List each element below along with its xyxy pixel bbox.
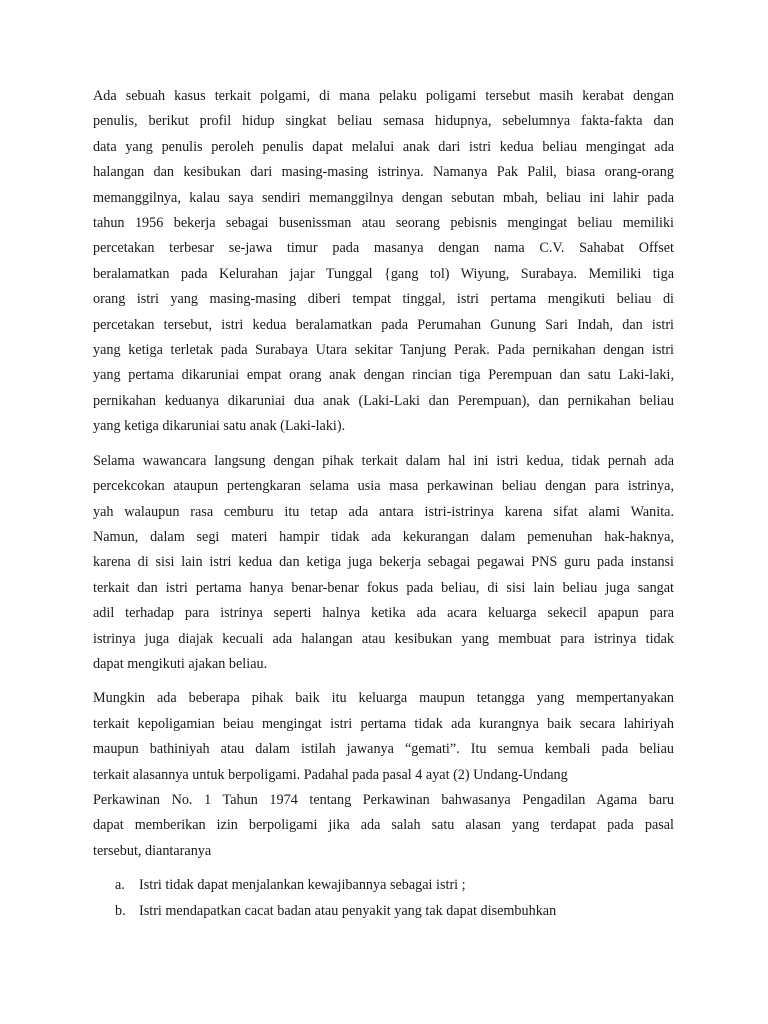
text-line: yang ketiga terletak pada Surabaya Utara sekitar Tanjung Perak. Pada pernikahan dengan istri [93,342,674,359]
requirements-list [93,873,674,924]
text-line: halangan dan kesibukan dari masing-masing istrinya. Namanya Pak Palil, biasa orang-orang [93,164,674,181]
text-line: beralamatkan pada Kelurahan jajar Tunggal {gang tol) Wiyung, Surabaya. Memiliki tiga [93,265,674,282]
text-line: istrinya juga diajak kecuali ada halangan atau kesibukan yang membuat para istrinya tidak [93,630,674,647]
text-line: yang pertama dikaruniai empat orang anak dengan rincian tiga Perempuan dan satu Laki-laki, [93,367,674,384]
text-line: Selama wawancara langsung dengan pihak terkait dalam hal ini istri kedua, tidak pernah ada [93,452,674,469]
text-line: terkait kepoligamian beiau mengingat istri pertama tidak ada kurangnya baik secara lahiriyah [93,715,674,732]
paragraph-3 [93,686,674,864]
text-line: adil terhadap para istrinya seperti halnya ketika ada acara keluarga sekecil apapun para [93,605,674,622]
text-line: percekcokan ataupun pertengkaran selama usia masa perkawinan beliau dengan para istrinya, [93,478,674,495]
text-line: percetakan tersebut, istri kedua beralamatkan pada Perumahan Gunung Sari Indah, dan istri [93,316,674,333]
list-item-text: Istri tidak dapat menjalankan kewajibannya sebagai istri ; [139,877,466,894]
paragraph-2 [93,449,674,678]
list-item [93,899,674,924]
text-line: Perkawinan No. 1 Tahun 1974 tentang Perkawinan bahwasanya Pengadilan Agama baru [93,791,674,808]
list-item-text: Istri mendapatkan cacat badan atau penyakit yang tak dapat disembuhkan [139,902,557,919]
text-line: tersebut, diantaranya [93,842,212,859]
text-line: dapat memberikan izin berpoligami jika ada salah satu alasan yang terdapat pada pasal [93,817,674,834]
text-line: orang istri yang masing-masing diberi tempat tinggal, istri pertama mengikuti beliau di [93,291,674,308]
text-line: pernikahan keduanya dikaruniai dua anak (Laki-Laki dan Perempuan), dan pernikahan beliau [93,392,674,409]
text-line: penulis, berikut profil hidup singkat beliau semasa hidupnya, sebelumnya fakta-fakta dan [93,113,674,130]
text-line: dapat mengikuti ajakan beliau. [93,655,268,672]
text-line: data yang penulis peroleh penulis dapat melalui anak dari istri kedua beliau mengingat ada [93,138,674,155]
text-line: tahun 1956 bekerja sebagai busenissman atau seorang pebisnis mengingat beliau memiliki [93,215,674,232]
paragraph-1 [93,84,674,440]
text-line: Ada sebuah kasus terkait polgami, di mana pelaku poligami tersebut masih kerabat dengan [93,88,674,104]
text-line: yang ketiga dikaruniai satu anak (Laki-laki). [93,418,346,435]
text-line: yah walaupun rasa cemburu itu tetap ada antara istri-istrinya karena sifat alami Wanita. [93,503,674,520]
text-line: karena di sisi lain istri kedua dan ketiga juga bekerja sebagai pegawai PNS guru pada instansi [93,554,674,571]
text-line: maupun bathiniyah atau dalam istilah jawanya “gemati”. Itu semua kembali pada beliau [93,741,674,758]
text-line: terkait dan istri pertama hanya benar-benar fokus pada beliau, di sisi lain beliau juga sangat [93,579,674,596]
text-line: Namun, dalam segi materi hampir tidak ada kekurangan dalam pemenuhan hak-haknya, [93,528,674,545]
list-marker: b. [115,902,126,919]
text-line: memanggilnya, kalau saya sendiri memanggilnya dengan sebutan mbah, beliau ini lahir pada [93,189,674,206]
text-line: Mungkin ada beberapa pihak baik itu keluarga maupun tetangga yang mempertanyakan [93,690,674,707]
list-item [93,873,674,898]
list-marker: a. [115,877,125,894]
document-body [93,84,674,924]
text-line: percetakan terbesar se-jawa timur pada masanya dengan nama C.V. Sahabat Offset [93,240,674,257]
text-line: terkait alasannya untuk berpoligami. Padahal pada pasal 4 ayat (2) Undang-Undang [93,766,568,783]
